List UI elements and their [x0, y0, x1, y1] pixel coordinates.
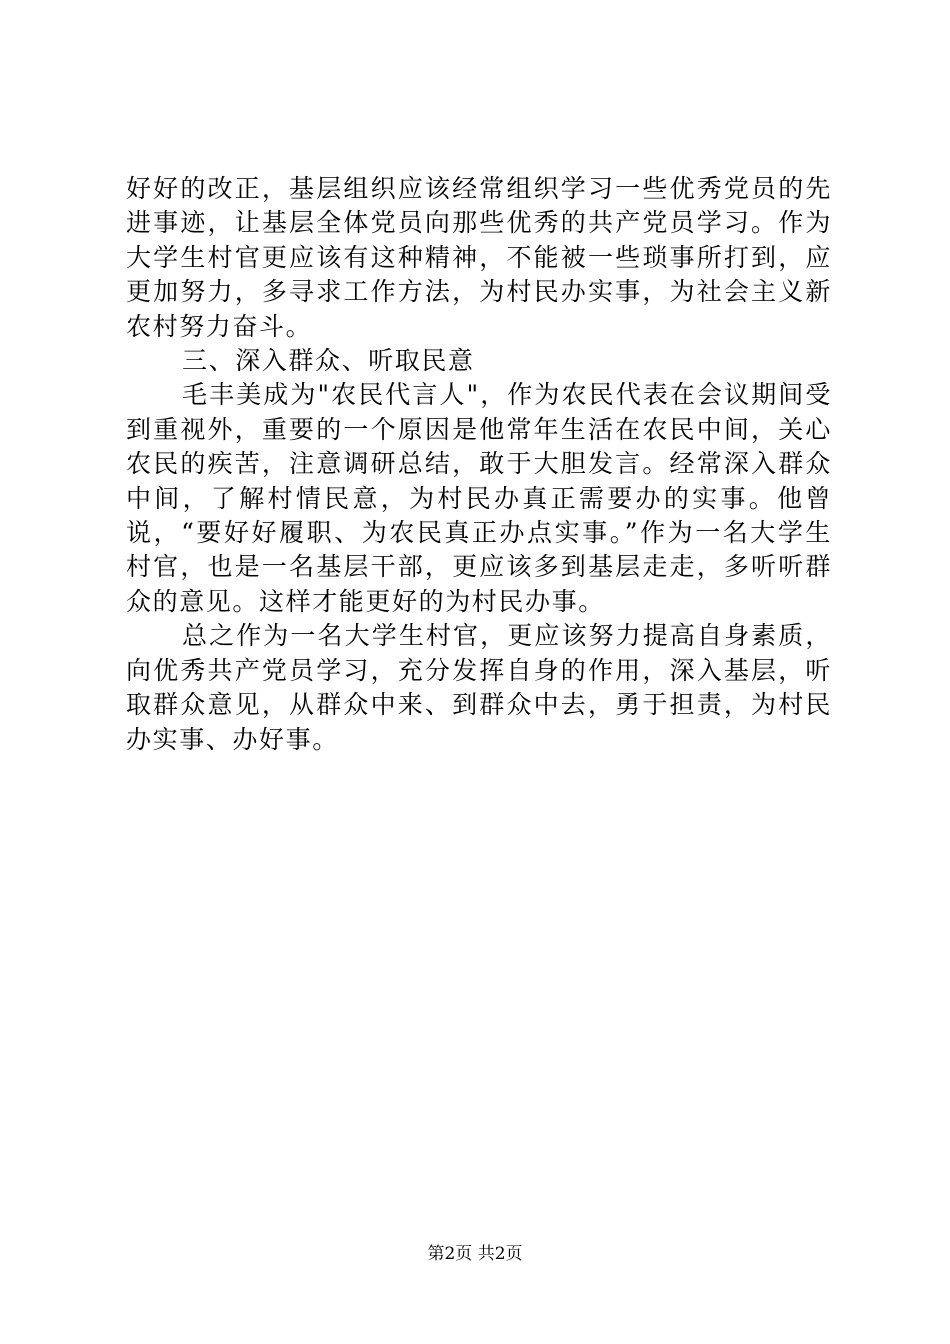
page-footer — [0, 1243, 950, 1265]
paragraph-continuation: 好好的改正，基层组织应该经常组织学习一些优秀党员的先进事迹，让基层全体党员向那些优秀的共产党员学习。作为大学生村官更应该有这种精神，不能被一些琐事所打到，应更加努力，多寻求工作方法，为村民办实事，为社会主义新农村努力奋斗。 — [126, 174, 832, 341]
paragraph-conclusion: 总之作为一名大学生村官，更应该努力提高自身素质，向优秀共产党员学习，充分发挥自身的作用，深入基层，听取群众意见，从群众中来、到群众中去，勇于担责，为村民办实事、办好事。 — [126, 621, 832, 754]
page-number-current: 第2页 — [427, 1244, 473, 1264]
document-body — [126, 172, 832, 757]
page-number-total: 共2页 — [477, 1244, 523, 1264]
paragraph-mao-fengmei: 毛丰美成为"农民代言人"，作为农民代表在会议期间受到重视外，重要的一个原因是他常年生活在农民中间，关心农民的疾苦，注意调研总结，敢于大胆发言。经常深入群众中间，了解村情民意，为村民办真正需要办的实事。他曾说，“要好好履职、为农民真正办点实事。”作为一名大学生村官，也是一名基层干部，更应该多到基层走走，多听听群众的意见。这样才能更好的为村民办事。 — [126, 380, 832, 616]
section-heading-3: 三、深入群众、听取民意 — [182, 346, 475, 376]
